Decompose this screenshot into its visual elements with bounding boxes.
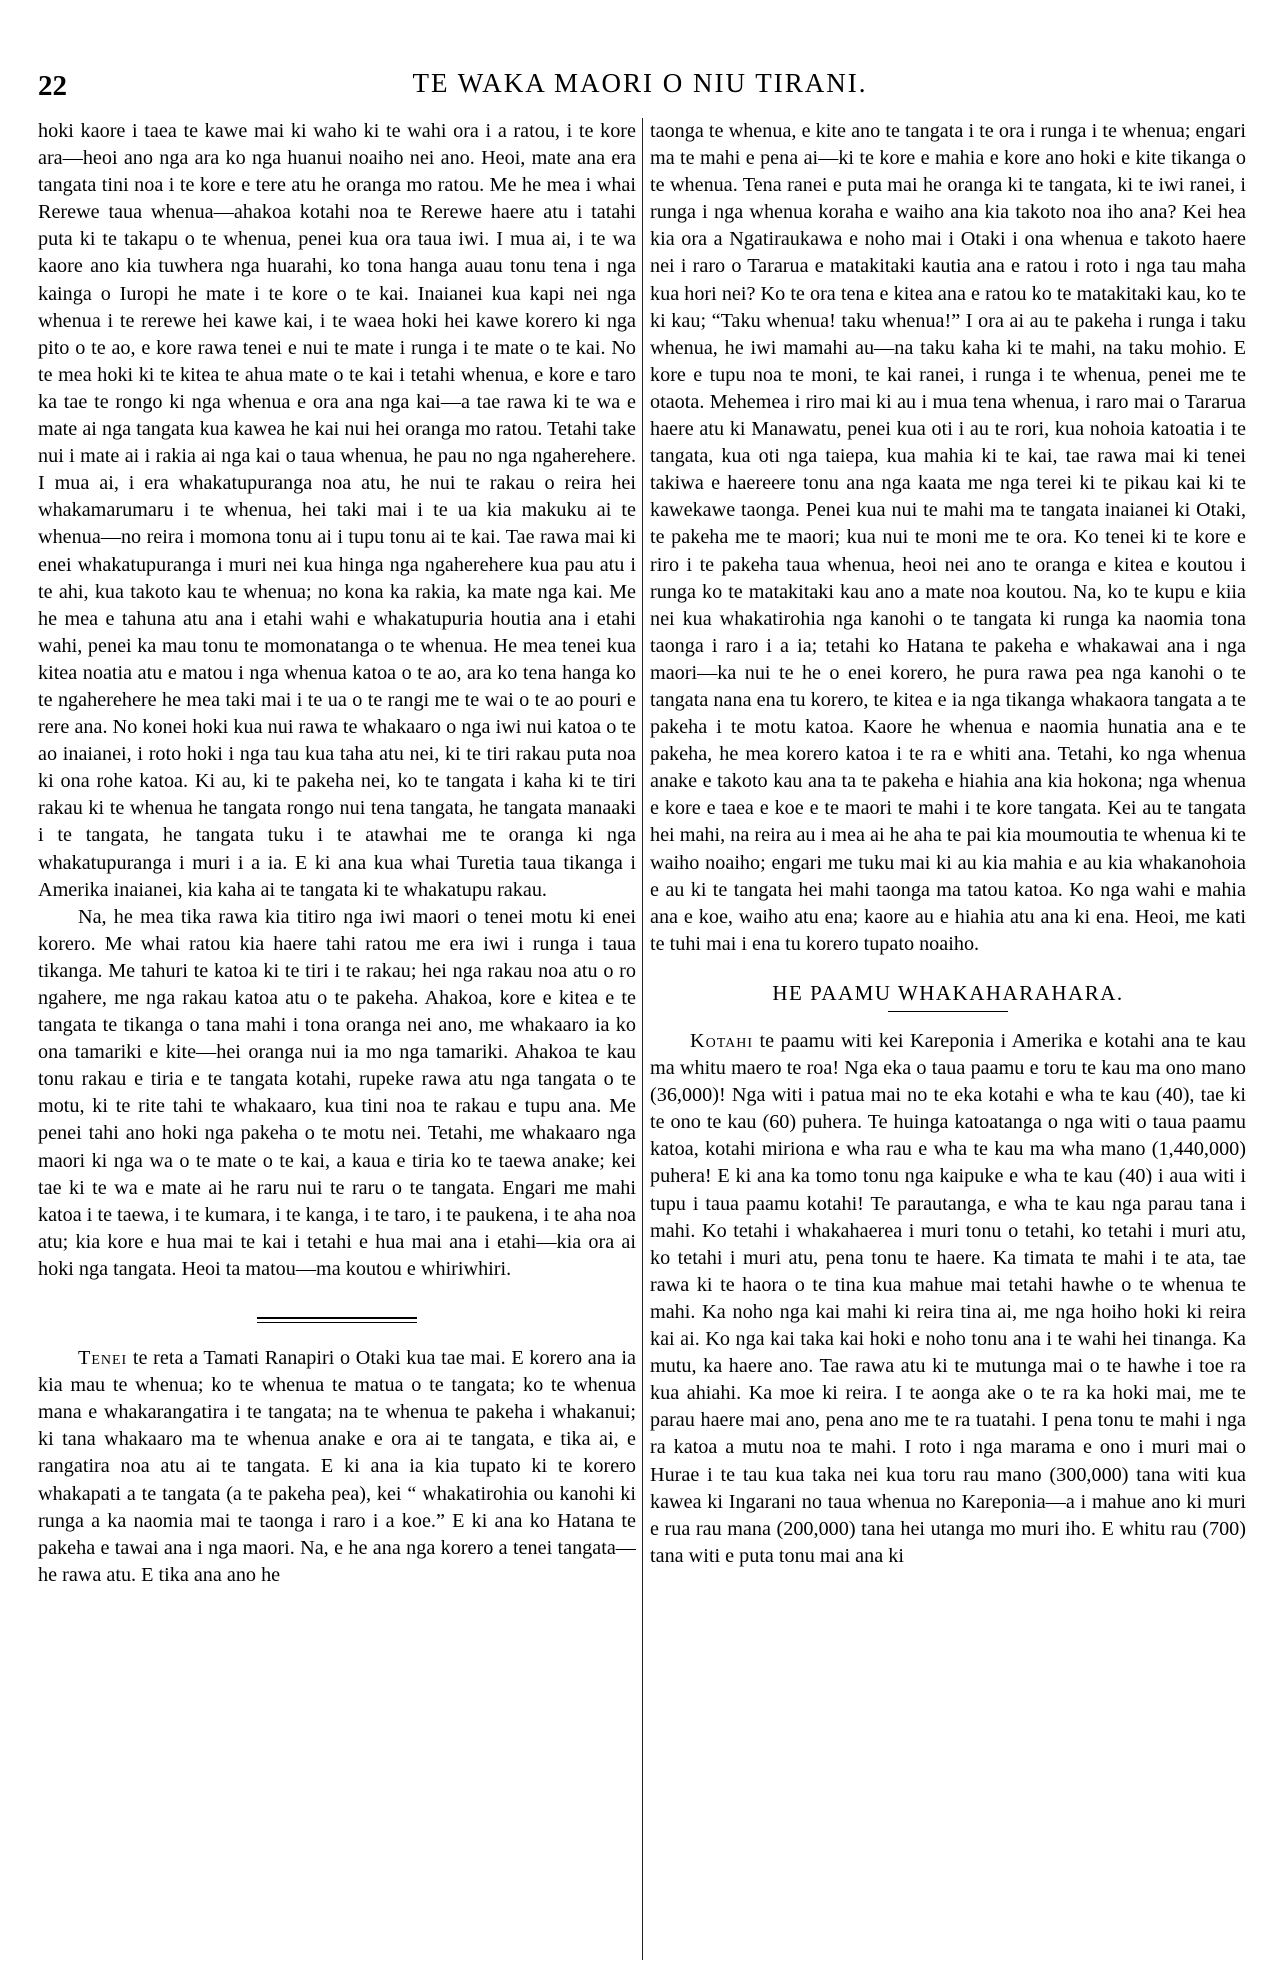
article-paragraph: hoki kaore i taea te kawe mai ki waho ki te wahi ora i a ratou, i te kore ara—heoi ano nga ara ko nga huanui noaiho nei ano. Heoi, mate ana era tangata tini noa i te kore e tere atu he oranga mo ratou. Me he mea i whai Rerewe taua whenua—ahakoa kotahi noa te Rerewe haere atu i tatahi puta ki te takapu o te whenua, penei kua ora taua iwi. I mua ai, i te wa kaore ano kia tuwhera nga huarahi, ko tona hanga auau tonu tena i nga kainga o Iuropi he mate i te kore o te kai. Inaianei kua kapi nei nga whenua i te rerewe hei kawe kai, i te waea hoki hei kawe korero ki nga pito o te ao, e kore rawa tenei e nui te mate i runga i te mate o te kai. No te mea hoki ki te kitea te ahua mate o te kai i tetahi whenua, e kore e taro ka tae te rongo ki nga whenua e ora ana nga kai—a tae rawa ki te wa e mate ai nga tangata kua kawea he kai nui hei oranga mo ratou. Tetahi take nui i mate ai i rakia ai nga kai o taua whenua, he pau no nga ngaherehere. I mua ai, i era whakatupuranga noa atu, he nui te rakau o reira hei whakamarumaru i te whenua, hei taki mai i te ua kia makuku ai te whenua—no reira i momona tonu ai i tupu tonu ai te kai. Tae rawa mai ki enei whakatupuranga i muri nei kua hinga nga ngaherehere kua pau atu i te ahi, kua takoto kau te whenua; no kona ka rakia, ka mate nga kai. Me he mea e tahuna atu ana i etahi wahi e whakatupuria houtia ana i etahi wahi, penei ka mau tonu te momonatanga o te whenua. He mea tenei kua kitea noatia atu e matou i nga whenua katoa o te ao, ara ko tena hanga ko te ngaherehere he mea taki mai i te ua o te rangi me te wai o te ao pouri e rere ana. No konei hoki kua nui rawa te whakaaro o nga iwi nui katoa o te ao inaianei, i roto hoki i nga tau kua taha atu nei, ki te tiri rakau puta noa ki ona rohe katoa. Ki au, ki te pakeha nei, ko te tangata i kaha ki te tiri rakau ki te whenua he tangata rongo nui tena tangata, he tangata manaaki i te tangata, he tangata tuku i te atawhai me te oranga ki nga whakatupuranga i muri i a ia. E ki ana kua whai Turetia taua tikanga i Amerika inaianei, kia kaha ai te tangata ki te whakatupu rakau.: [38, 120, 636, 901]
left-column: [38, 118, 636, 1589]
letter-lead-word: Tenei: [78, 1347, 128, 1370]
section-heading: HE PAAMU WHAKAHARAHARA.: [772, 980, 1124, 1005]
page-number: 22: [38, 70, 67, 102]
farm-lead-word: Kotahi: [690, 1030, 754, 1052]
column-rule: [642, 118, 643, 1960]
letter-continuation: taonga te whenua, e kite ano te tangata i te ora i runga i te whenua; engari ma te mahi e pena ai—ki te kore e mahia e kore ano hoki e kite tikanga o te whenua. Tena ranei e puta mai he oranga ki te tangata, ki te iwi ranei, i runga i nga whenua koraha e waiho ana kia takoto noa iho ana? Kei hea kia ora a Ngatiraukawa e noho mai i Otaki i ona whenua e takoto haere nei i raro o Tararua e matakitaki kautia ana e ratou i roto i nga tau maha kua hori nei? Ko te ora tena e kitea ana e ratou ko te matakitaki kau, ko te ki kau; “Taku whenua! taku whenua!” I ora ai au te pakeha i runga i taku whenua, he iwi mamahi au—na taku kaha ki te mahi, na taku mohio. E kore e tupu noa te moni, te kai ranei, i runga i te whenua, penei me te otaota. Mehemea i riro mai ki au i mua tena whenua, i raro mai o Tararua haere atu ki Manawatu, penei kua oti i au te rori, kua nohoia katoatia i te tangata, kua oti nga taiepa, kua mahia ki te kai, tae rawa mai ki tenei takiwa e haereere tonu ana nga kaata me nga terei ki te pikau kai ki te kawekawe taonga. Penei kua nui te mahi ma te tangata inaianei ki Otaki, te pakeha me te maori; kua nui te moni me te ora. Ko tenei ki te kore e riro i te pakeha taua whenua, heoi nei ano te oranga e kitea e koutou i runga ko te matakitaki kau ano a mate noa koutou. Na, ko te kupu e kiia nei kua whakatirohia nga kanohi o te tangata ki runga ka naomia tona taonga i raro i a ia; tetahi ko Hatana te pakeha e whakawai ana i nga maori—ka nui te he o enei korero, he pura rawa pea nga kanohi o te tangata nana ena tu korero, te kitea e ia nga tikanga whakaora tangata a te pakeha i te motu katoa. Kaore he whenua e naomia hunatia ana e te pakeha, he mea korero katoa i te ra e whiti ana. Tetahi, ko nga whenua anake e takoto kau ana ta te pakeha e hiahia ana kia hokona; nga whenua e kore e taea e koe e te maori te mahi i te kore tangata. Kei au te tangata hei mahi, na reira au i mea ai he aha te pai kia moumoutia te whenua ki te waiho noaiho; engari me tuku mai ki au kia mahia e au kia whakanohoia e au ki te tangata hei mahi taonga ma tatou katoa. Ko nga wahi e mahia ana e koe, waiho atu ena; kaore au e hiahia atu ana ki ena. Heoi, me kati te tuhi mai i ena tu korero tupato noaiho.: [650, 120, 1246, 955]
farm-text: te paamu witi kei Kareponia i Amerika e kotahi ana te kau ma whitu maero te roa! Nga eka o taua paamu e toru te kau ma ono mano (36,000)! Nga witi i patua mai no te eka kotahi e wha te kau (40), tae ki te ono te kau (60) puhera. Te huinga katoatanga o nga witi o taua paamu katoa, kotahi miriona e wha rau e wha te kau ma wha mano (1,440,000) puhera! E ki ana ka tomo tonu nga kaipuke e wha te kau (40) i aua witi i tupu i taua paamu kotahi! Te parautanga, e wha te kau nga parau tana i mahi. Ko tetahi i whakahaerea i muri tonu o tetahi, ko tetahi i muri atu, ko tetahi i muri atu, pena tonu te haere. Ka timata te mahi i te ata, tae rawa ki te haora o te tina kua mahue mai tetahi hawhe o te whenua te mahi. Ka noho nga kai mahi ki reira tina ai, me nga hoiho hoki ki reira kai ai. Ko nga kai taka kai hoki e noho tonu ana i te wahi hei tinanga. Ka mutu, ka haere ano. Tae rawa atu ki te mutunga mai o te hawhe i toe ra kua ahiahi. Ka moe ki reira. I te aonga ake o te ra ka hoki mai, me te parau haere mai ano, pena ano me te ra tuatahi. I pena tonu te mahi i nga ra katoa a mutu noa te mahi. I roto i nga marama e ono i muri mai o Hurae i te tau kua taka nei kua toru rau mano (300,000) tana witi kua kawea ki Ingarani no taua whenua no Kareponia—a i mahue ano ki muri e rua rau mana (200,000) tana hei utanga mo muri iho. E whitu rau (700) tana witi e puta tonu mai ana ki: [650, 1030, 1246, 1567]
article-paragraph: Na, he mea tika rawa kia titiro nga iwi maori o tenei motu ki enei korero. Me whai ratou kia haere tahi ratou me era iwi i runga i taua tikanga. Me tahuri te katoa ki te tiri i te rakau; hei nga rakau noa atu o ro ngahere, me nga rakau katoa atu o te pakeha. Ahakoa, kore e kitea e te tangata te tikanga o tana mahi i tona oranga nei ano, me whakaaro ia ko ona tamariki e kite—hei oranga nui ia mo nga tamariki. Ahakoa te kau tonu rakau e tiria e te tangata kotahi, rupeke rawa atu nga tangata o te motu, ki te rite tahi te whakaaro, kua tini noa te rakau e tupu ana. Me penei tahi ano hoki nga pakeha o te motu nei. Tetahi, me whakaaro nga maori ki nga wa o te mate o te kai, a kaua e tiria ko te taewa anake; kei tae ki te wa e mate ai he raru nui te raru o te tangata. Engari me mahi katoa i te taewa, i te kumara, i te kanga, i te taro, i te paukena, i te aha noa atu; kia kore e hua mai te kai i tetahi e hua mai ana i etahi—kia ora ai hoki nga tangata. Heoi ta matou—ma koutou e whiriwhiri.: [38, 905, 636, 1280]
page-title: TE WAKA MAORI O NIU TIRANI.: [412, 68, 868, 98]
heading-rule: [888, 1011, 1008, 1012]
farm-paragraph: [650, 1028, 1246, 1570]
letter-text: te reta a Tamati Ranapiri o Otaki kua tae mai. E korero ana ia kia mau te whenua; ko te whenua te matua o te tangata; ko te whenua mana e whakarangatira i te tangata; na te whenua te pakeha i whakanui; ki tana whakaaro ma te whenua anake e ora ai te tangata, e tika ai, e rangatira noa atu ai te tangata. E ki ana ia kia tupato ki te korero whakapati a te tangata (a te pakeha pea), kei “ whakatirohia ou kanohi ki runga a ka naomia mai te taonga i raro i a koe.” E ki ana ko Hatana te pakeha e tawai ana i nga maori. Na, e he ana nga korero a tenei tangata—he rawa atu. E tika ana ano he: [38, 1347, 636, 1586]
letter-paragraph: [38, 1345, 636, 1589]
right-column: [650, 118, 1246, 1570]
section-divider: [257, 1317, 417, 1323]
